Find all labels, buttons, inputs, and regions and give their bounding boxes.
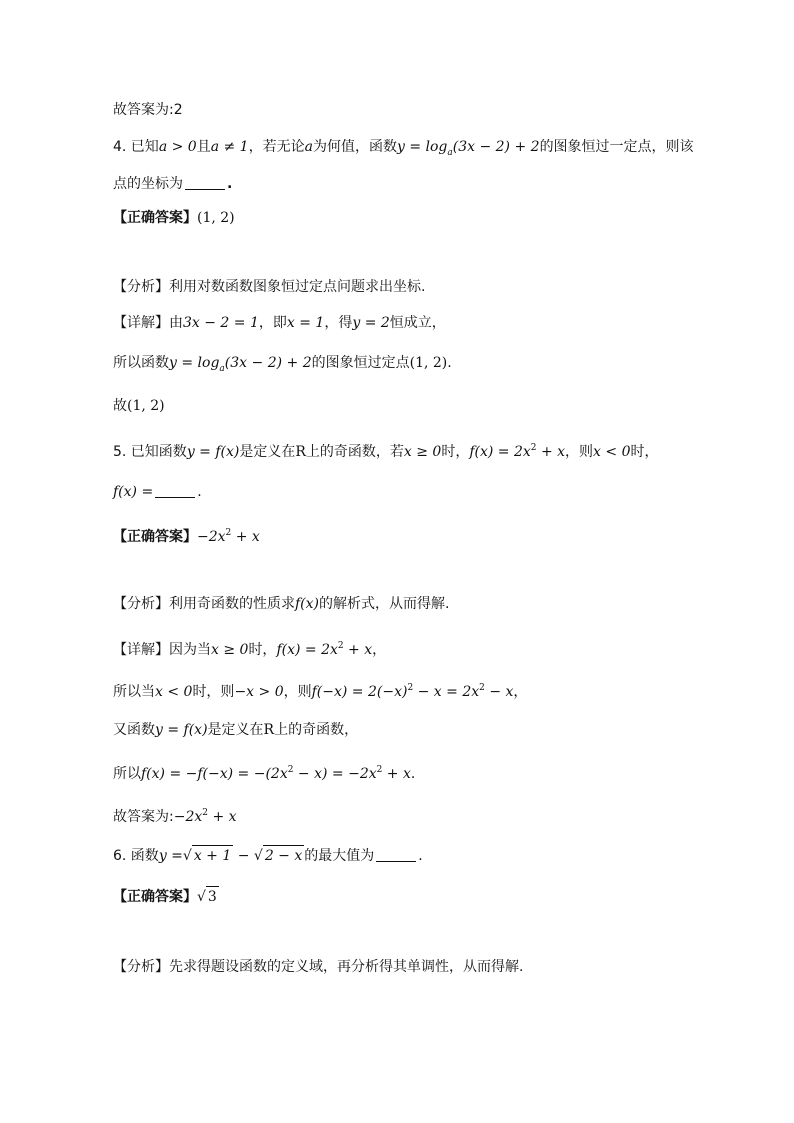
detail-end: .: [447, 355, 452, 371]
q5-expr: f(x) = 2x: [469, 444, 531, 460]
q4-text: ，若无论: [248, 139, 305, 155]
detail-label: 【详解】由: [113, 315, 183, 331]
correct-answer-value: (1, 2): [197, 210, 235, 226]
correct-answer-4: [113, 208, 235, 228]
q5-func: y = f(x): [186, 444, 240, 460]
correct-answer-value: −2x: [197, 529, 226, 545]
detail-point: (1, 2): [409, 355, 448, 371]
q5-text4: ，则: [565, 444, 594, 460]
q5-prefix: 5. 已知函数: [113, 444, 187, 460]
detail-comma: ，: [372, 642, 387, 658]
answer-sup: 2: [202, 808, 208, 818]
detail-end: .: [410, 766, 416, 782]
analysis-text: 【分析】利用奇函数的性质求: [113, 596, 295, 612]
q5-text3: 时，: [441, 444, 470, 460]
correct-answer-label: 【正确答案】: [113, 210, 197, 226]
question-5-line-2: [113, 482, 202, 502]
detail-5-line-3: [113, 720, 358, 740]
detail-label: 【详解】因为当: [113, 642, 211, 658]
detail-expr3: − x: [484, 684, 514, 700]
q4-sub: a: [447, 148, 453, 158]
question-4-line-1: [113, 137, 694, 163]
detail-text: 所以: [113, 766, 141, 782]
q5-sup: 2: [530, 443, 537, 453]
q4-a: a: [304, 139, 313, 155]
detail-text: 时，: [248, 642, 277, 658]
detail-text2: 是定义在: [207, 722, 264, 738]
answer-expr: −2x: [173, 809, 203, 825]
q5-cond2: x < 0: [593, 444, 631, 460]
detail-sup1: 2: [287, 765, 294, 775]
detail-4-line-2: [113, 353, 452, 379]
detail-text3: 上的奇函数，: [274, 722, 359, 738]
q4-end: .: [227, 176, 233, 192]
q5-text: 是定义在: [239, 444, 296, 460]
detail-sup2: 2: [376, 765, 383, 775]
answer-blank: [185, 175, 225, 190]
detail-4-line-1: [113, 313, 446, 333]
q6-prefix: 6. 函数: [113, 848, 159, 864]
sqrt-icon: √: [182, 848, 192, 864]
q4-text3: 的图象恒过一定点，则该: [539, 139, 694, 155]
detail-5-line-1: [113, 636, 386, 660]
detail-sup1: 2: [407, 683, 414, 693]
q4-text2: 为何值，函数: [312, 139, 397, 155]
detail-text: 又函数: [113, 722, 155, 738]
analysis-4: [113, 277, 425, 297]
q4-cond2: a ≠ 1: [210, 139, 249, 155]
sqrt-icon: √: [197, 889, 206, 905]
q6-end: .: [418, 848, 423, 864]
answer-blank: [155, 483, 195, 498]
correct-answer-label: 【正确答案】: [113, 529, 197, 545]
detail-text4: 所以函数: [113, 355, 169, 371]
analysis-5: [113, 594, 449, 614]
detail-text2: ，得: [324, 315, 353, 331]
detail-text3: 恒成立，: [389, 315, 446, 331]
detail-eq2: x = 1: [286, 315, 325, 331]
q6-minus: −: [233, 848, 254, 864]
detail-R: R: [263, 722, 275, 738]
detail-expr2: − x = 2x: [413, 684, 480, 700]
detail-text5: 的图象恒过定点: [311, 355, 410, 371]
detail-expr: f(−x) = 2(−x): [311, 684, 408, 700]
q6-radicand1: x + 1: [192, 845, 233, 866]
question-5-line-1: [113, 438, 658, 462]
q4-func: y = log: [396, 139, 448, 155]
question-6: [113, 845, 423, 866]
detail-5-line-4: [113, 760, 415, 784]
q4-func2: (3x − 2) + 2: [452, 139, 540, 155]
q6-y: y =: [158, 848, 183, 864]
detail-comma: ，: [513, 684, 528, 700]
detail-eq3: y = 2: [352, 315, 390, 331]
detail-expr3: + x: [382, 766, 411, 782]
correct-answer-6: [113, 886, 219, 907]
analysis-fx: f(x): [295, 596, 320, 612]
correct-answer-5: [113, 523, 260, 547]
detail-func: y = f(x): [155, 722, 208, 738]
detail-cond2: −x > 0: [234, 684, 284, 700]
detail-eq1: 3x − 2 = 1: [183, 315, 259, 331]
correct-answer-sup: 2: [225, 528, 232, 538]
q5-end: .: [197, 484, 202, 500]
detail-sub: a: [219, 364, 225, 374]
question-4-line-2: [113, 174, 232, 194]
detail-cond: x ≥ 0: [211, 642, 249, 658]
q6-text: 的最大值为: [304, 848, 375, 864]
q5-expr2: + x: [536, 444, 566, 460]
answer-line-3: [113, 100, 183, 120]
q4-cond1: a > 0: [158, 139, 197, 155]
answer-text: 故答案为:2: [113, 102, 183, 118]
detail-sup2: 2: [479, 683, 485, 693]
answer-expr2: + x: [208, 809, 237, 825]
detail-sup: 2: [337, 641, 344, 651]
answer-line-5: [113, 803, 237, 827]
detail-5-line-2: [113, 678, 527, 702]
q5-R: R: [295, 444, 306, 460]
detail-func2: (3x − 2) + 2: [224, 355, 312, 371]
detail-expr2: − x) = −2x: [293, 766, 377, 782]
q5-fx: f(x) =: [113, 484, 154, 500]
detail-expr2: + x: [343, 642, 373, 658]
detail-func: y = log: [169, 355, 220, 371]
q5-text5: 时，: [630, 444, 659, 460]
q4-prefix: 4. 已知: [113, 139, 159, 155]
sqrt-icon: √: [253, 848, 263, 864]
analysis-text2: 的解析式，从而得解.: [319, 596, 450, 612]
conclusion-4: [113, 396, 165, 416]
correct-answer-value: 3: [206, 886, 219, 907]
q6-radicand2: 2 − x: [263, 845, 304, 866]
q4-text4: 点的坐标为: [113, 176, 183, 192]
detail-expr: f(x) = −f(−x) = −(2x: [141, 766, 288, 782]
detail-cond: x < 0: [155, 684, 193, 700]
answer-label: 故答案为:: [113, 809, 174, 825]
q4-and: 且: [196, 139, 211, 155]
correct-answer-label: 【正确答案】: [113, 889, 197, 905]
correct-answer-value2: + x: [231, 529, 260, 545]
analysis-text: 【分析】先求得题设函数的定义域，再分析得其单调性，从而得解.: [113, 959, 524, 975]
detail-expr: f(x) = 2x: [276, 642, 338, 658]
analysis-6: [113, 957, 523, 977]
conclusion-value: (1, 2): [127, 398, 165, 414]
detail-text3: ，则: [283, 684, 312, 700]
analysis-text: 【分析】利用对数函数图象恒过定点问题求出坐标.: [113, 279, 426, 295]
answer-blank: [376, 847, 416, 862]
detail-text2: 时，则: [192, 684, 235, 700]
conclusion-label: 故: [113, 398, 127, 414]
detail-text: ，即: [258, 315, 287, 331]
q5-cond: x ≥ 0: [403, 444, 442, 460]
detail-text: 所以当: [113, 684, 155, 700]
q5-text2: 上的奇函数，若: [305, 444, 404, 460]
